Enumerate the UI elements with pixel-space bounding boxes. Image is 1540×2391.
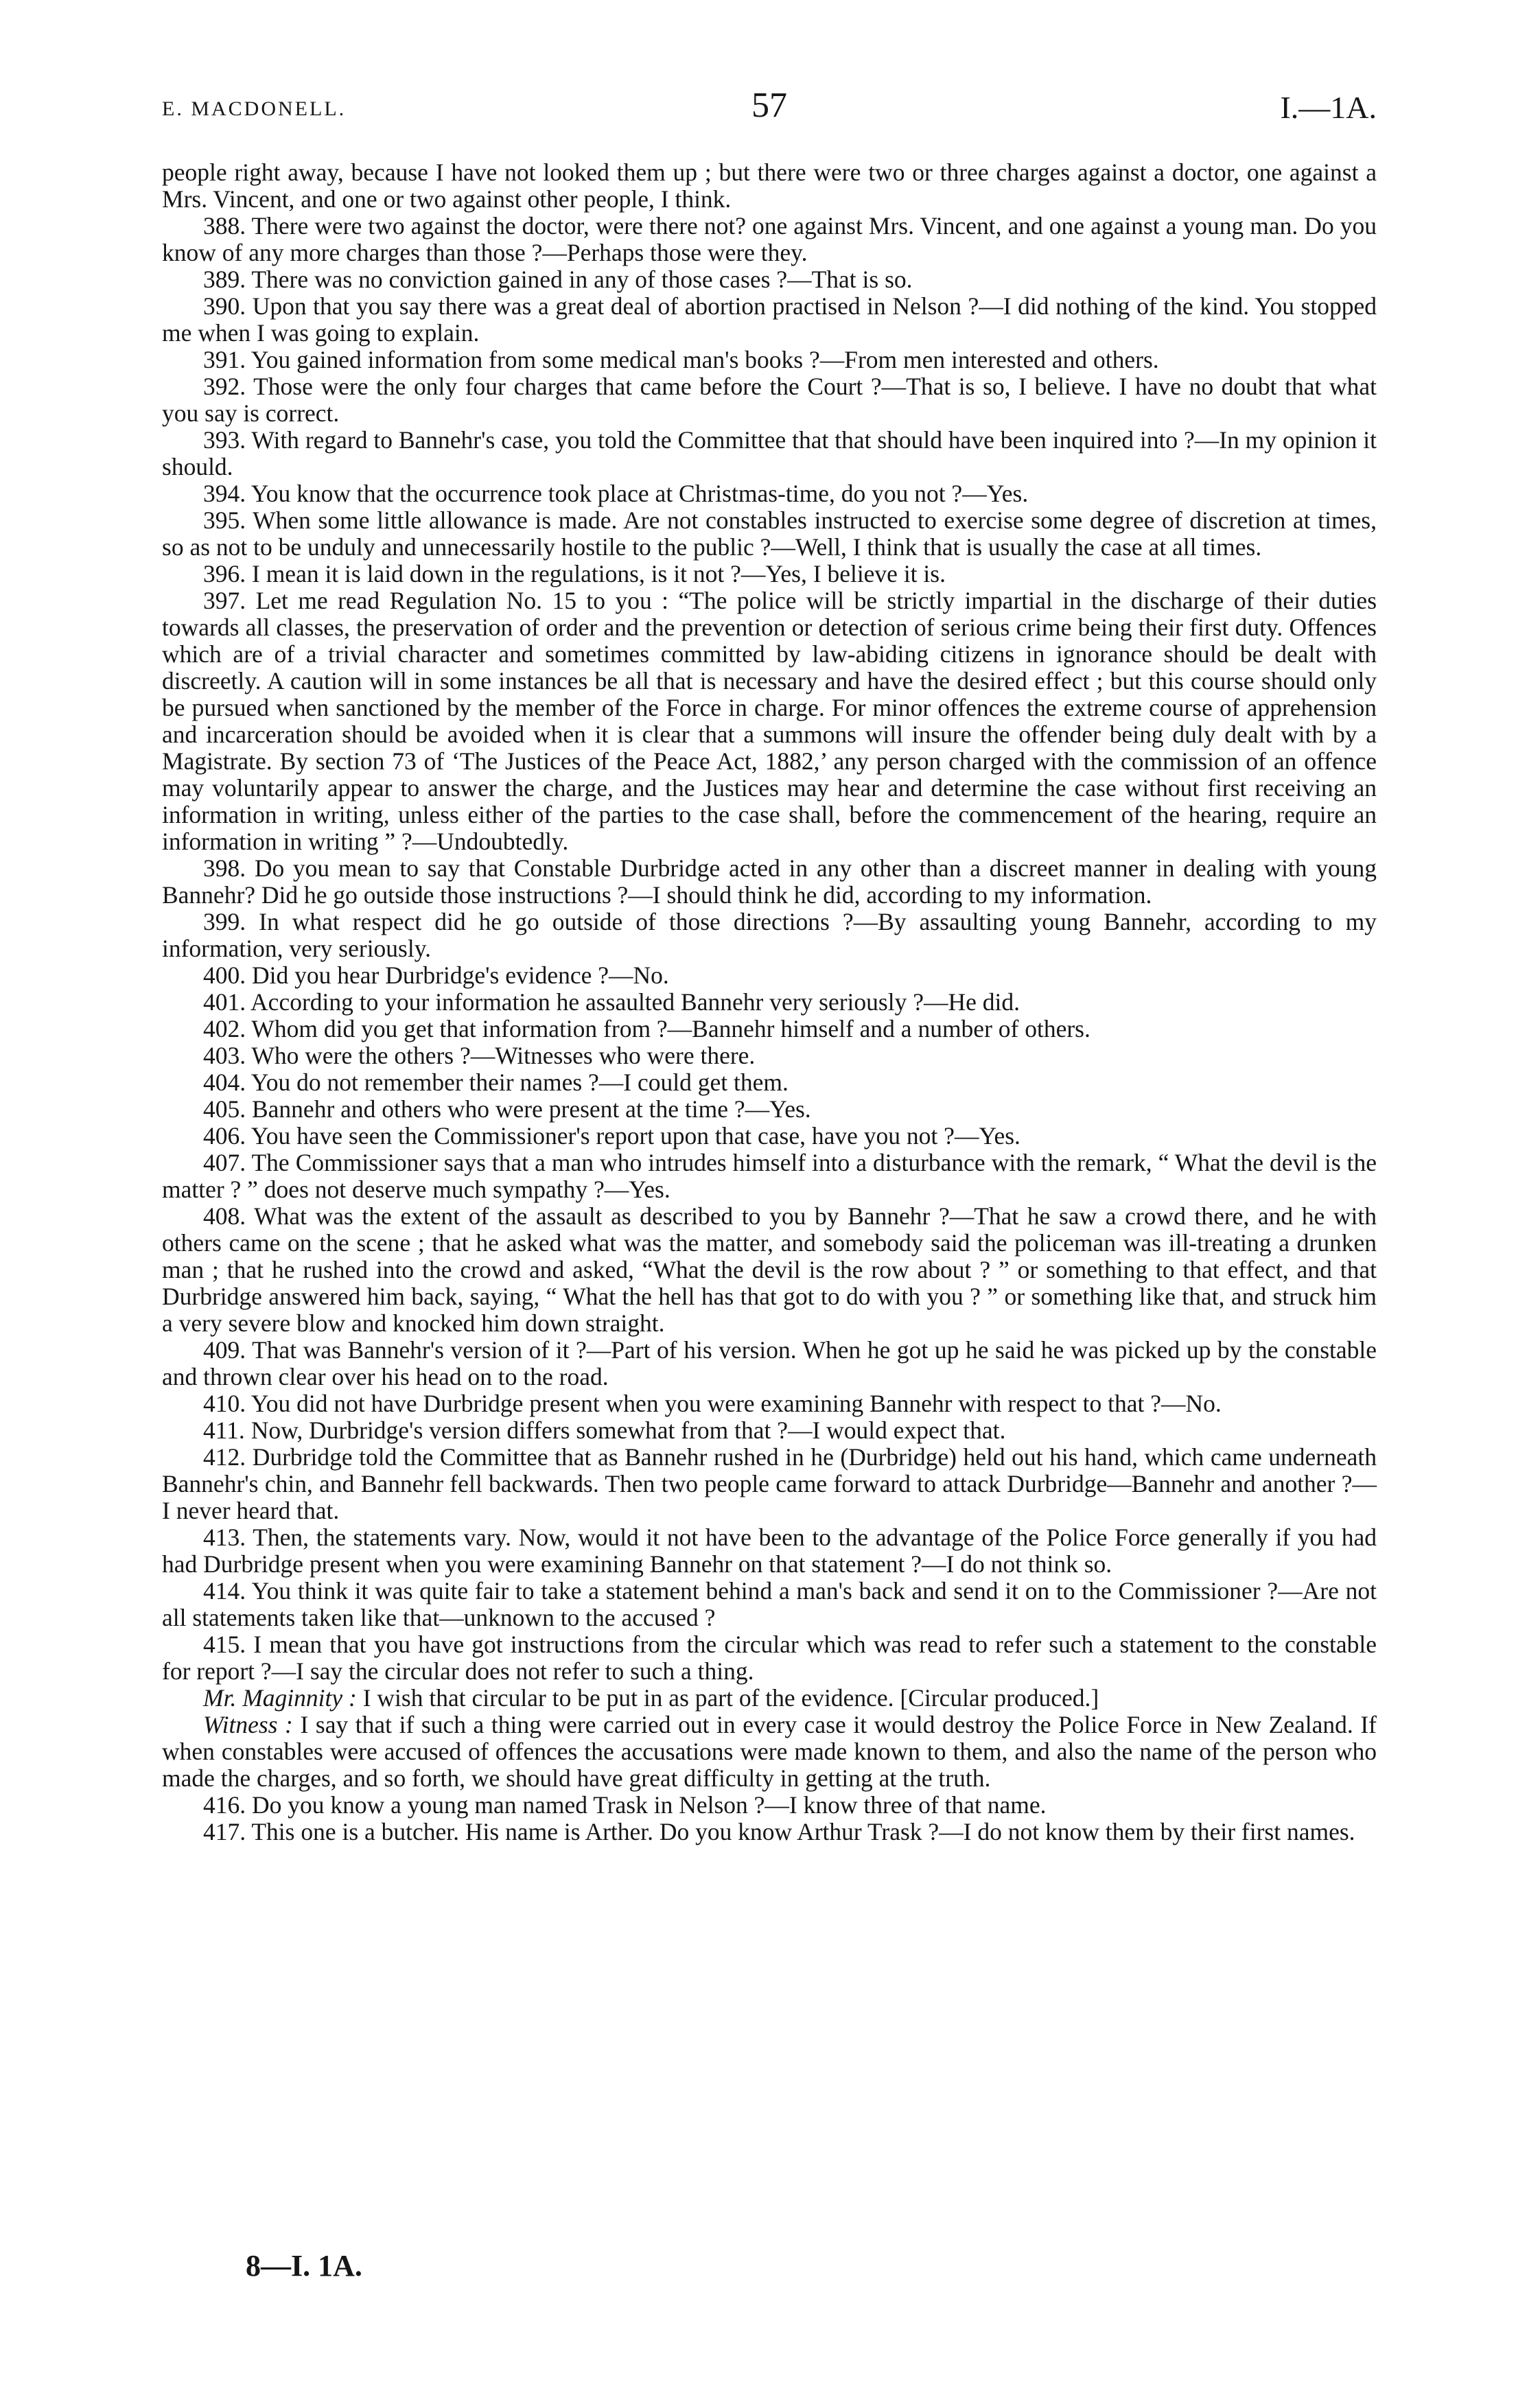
question-number: 390. <box>203 292 246 320</box>
header-reference: I.—1A. <box>1280 90 1377 125</box>
evidence-paragraph <box>162 1069 1377 1096</box>
evidence-paragraph <box>162 1578 1377 1631</box>
header-author: E. MACDONELL. <box>162 97 347 120</box>
evidence-paragraph <box>162 507 1377 561</box>
evidence-paragraph <box>162 1631 1377 1685</box>
question-number: 389. <box>203 266 246 293</box>
paragraph-text: In what respect did he go outside of those directions ?—By assaulting young Bannehr, according to my information, very seriously. <box>162 908 1377 962</box>
question-number: 395. <box>203 506 246 534</box>
question-number: 402. <box>203 1015 246 1042</box>
question-number: 405. <box>203 1095 246 1123</box>
evidence-paragraph <box>162 1712 1377 1792</box>
paragraph-text: Whom did you get that information from ?—Bannehr himself and a number of others. <box>251 1015 1090 1042</box>
evidence-paragraph <box>162 1792 1377 1819</box>
paragraph-text: I mean that you have got instructions from the circular which was read to refer such a statement to the constable for report ?—I say the circular does not refer to such a thing. <box>162 1631 1377 1685</box>
question-number: 404. <box>203 1069 246 1096</box>
evidence-paragraph <box>162 373 1377 427</box>
evidence-paragraph <box>162 480 1377 507</box>
question-number: 403. <box>203 1042 246 1069</box>
paragraph-text: You know that the occurrence took place at Christmas-time, do you not ?—Yes. <box>250 480 1029 507</box>
paragraph-text: Do you know a young man named Trask in Nelson ?—I know three of that name. <box>252 1791 1047 1819</box>
evidence-paragraph <box>162 989 1377 1016</box>
evidence-paragraph <box>162 587 1377 855</box>
paragraph-text: I mean it is laid down in the regulations, is it not ?—Yes, I believe it is. <box>252 560 946 587</box>
paragraph-text: What was the extent of the assault as described to you by Bannehr ?—That he saw a crowd there, and he with others came on the scene ; that he asked what was the matter, and somebody said the policeman was ill-treating a drunken man ; that he rushed into the crowd and asked, “What the devil is the row about ? ” or something to that effect, and that Durbridge answered him back, saying, “ What the hell has that got to do with you ? ” or something like that, and struck him a very severe blow and knocked him down straight. <box>162 1202 1377 1337</box>
question-number: 409. <box>203 1336 246 1364</box>
question-number: 414. <box>203 1577 246 1605</box>
question-number: 411. <box>203 1416 245 1444</box>
paragraph-text: Now, Durbridge's version differs somewhat from that ?—I would expect that. <box>250 1416 1006 1444</box>
speaker-label: Witness : <box>203 1711 293 1738</box>
evidence-paragraph <box>162 1685 1377 1712</box>
signature-mark: 8—I. 1A. <box>246 2249 362 2283</box>
question-number: 393. <box>203 426 246 454</box>
evidence-paragraph <box>162 1042 1377 1069</box>
paragraph-text: The Commissioner says that a man who intrudes himself into a disturbance with the remark, “ What the devil is the matter ? ” does not deserve much sympathy ?—Yes. <box>162 1149 1377 1203</box>
evidence-paragraph <box>162 1524 1377 1578</box>
paragraph-text: Then, the statements vary. Now, would it not have been to the advantage of the Police Force generally if you had had Durbridge present when you were examining Bannehr on that statement ?—I do not think so. <box>162 1524 1377 1578</box>
evidence-paragraph <box>162 427 1377 480</box>
question-number: 416. <box>203 1791 246 1819</box>
paragraph-text: There was no conviction gained in any of those cases ?—That is so. <box>251 266 913 293</box>
evidence-paragraph <box>162 347 1377 373</box>
question-number: 391. <box>203 346 246 373</box>
question-number: 397. <box>203 587 246 614</box>
paragraph-text: I say that if such a thing were carried out in every case it would destroy the Police Force in New Zealand. If when constables were accused of offences the accusations were made known to them, and also the name of the person who made the charges, and so forth, we should have great difficulty in getting at the truth. <box>162 1711 1377 1792</box>
evidence-paragraph <box>162 962 1377 989</box>
paragraph-text: Durbridge told the Committee that as Bannehr rushed in he (Durbridge) held out his hand, which came underneath Bannehr's chin, and Bannehr fell backwards. Then two people came forward to attack Durbridge—Bannehr and another ?—I never heard that. <box>162 1443 1377 1524</box>
paragraph-text: people right away, because I have not looked them up ; but there were two or three charges against a doctor, one against a Mrs. Vincent, and one or two against other people, I think. <box>162 159 1377 213</box>
paragraph-text: Bannehr and others who were present at the time ?—Yes. <box>252 1095 811 1123</box>
question-number: 388. <box>203 212 246 240</box>
paragraph-text: You do not remember their names ?—I could get them. <box>250 1069 789 1096</box>
paragraph-text: Did you hear Durbridge's evidence ?—No. <box>252 961 669 989</box>
evidence-text <box>162 159 1377 1845</box>
paragraph-text: You gained information from some medical man's books ?—From men interested and others. <box>250 346 1159 373</box>
question-number: 400. <box>203 961 246 989</box>
question-number: 413. <box>203 1524 246 1551</box>
question-number: 406. <box>203 1122 246 1150</box>
paragraph-text: I wish that circular to be put in as part of the evidence. [Circular produced.] <box>362 1684 1099 1712</box>
evidence-paragraph <box>162 855 1377 909</box>
question-number: 415. <box>203 1631 246 1658</box>
evidence-paragraph <box>162 293 1377 347</box>
paragraph-text: You have seen the Commissioner's report upon that case, have you not ?—Yes. <box>250 1122 1020 1150</box>
evidence-paragraph <box>162 1417 1377 1444</box>
evidence-paragraph <box>162 1819 1377 1845</box>
question-number: 408. <box>203 1202 246 1230</box>
paragraph-text: When some little allowance is made. Are not constables instructed to exercise some degree of discretion at times, so as not to be unduly and unnecessarily hostile to the public ?—Well, I think that is usually the case at all times. <box>162 506 1377 561</box>
evidence-paragraph <box>162 1096 1377 1123</box>
evidence-paragraph <box>162 1390 1377 1417</box>
question-number: 417. <box>203 1818 246 1845</box>
evidence-paragraph <box>162 1123 1377 1150</box>
question-number: 410. <box>203 1390 246 1417</box>
question-number: 407. <box>203 1149 246 1176</box>
evidence-paragraph <box>162 159 1377 213</box>
question-number: 392. <box>203 373 246 400</box>
paragraph-text: According to your information he assaulted Bannehr very seriously ?—He did. <box>250 988 1020 1016</box>
page-header <box>162 81 1377 136</box>
question-number: 398. <box>203 854 246 882</box>
paragraph-text: That was Bannehr's version of it ?—Part of his version. When he got up he said he was picked up by the constable and thrown clear over his head on to the road. <box>162 1336 1377 1390</box>
paragraph-text: Those were the only four charges that came before the Court ?—That is so, I believe. I have no doubt that what you say is correct. <box>162 373 1377 427</box>
evidence-paragraph <box>162 909 1377 962</box>
paragraph-text: This one is a butcher. His name is Arther. Do you know Arthur Trask ?—I do not know them by their first names. <box>251 1818 1355 1845</box>
evidence-paragraph <box>162 1016 1377 1042</box>
evidence-paragraph <box>162 1203 1377 1337</box>
evidence-paragraph <box>162 1444 1377 1524</box>
question-number: 399. <box>203 908 246 935</box>
paragraph-text: With regard to Bannehr's case, you told the Committee that that should have been inquired into ?—In my opinion it should. <box>162 426 1377 480</box>
speaker-label: Mr. Maginnity : <box>203 1684 357 1712</box>
question-number: 401. <box>203 988 246 1016</box>
paragraph-text: You did not have Durbridge present when you were examining Bannehr with respect to that ?—No. <box>250 1390 1222 1417</box>
paragraph-text: There were two against the doctor, were there not? one against Mrs. Vincent, and one against a young man. Do you know of any more charges than those ?—Perhaps those were they. <box>162 212 1377 266</box>
paragraph-text: Let me read Regulation No. 15 to you : “The police will be strictly impartial in the discharge of their duties towards all classes, the preservation of order and the prevention or detection of serious crime being their first duty. Offences which are of a trivial character and sometimes committed by law-abiding citizens in ignorance should be dealt with discreetly. A caution will in some instances be all that is necessary and have the desired effect ; but this course should only be pursued when sanctioned by the member of the Force in charge. For minor offences the extreme course of apprehension and incarceration should be avoided when it is clear that a summons will insure the offender being duly dealt with by a Magistrate. By section 73 of ‘The Justices of the Peace Act, 1882,’ any person charged with the commission of an offence may voluntarily appear to answer the charge, and the Justices may hear and determine the case without first receiving an information in writing, unless either of the parties to the case shall, before the commencement of the hearing, require an information in writing ” ?—Undoubtedly. <box>162 587 1377 855</box>
evidence-paragraph <box>162 213 1377 266</box>
paragraph-text: Do you mean to say that Constable Durbridge acted in any other than a discreet manner in dealing with young Bannehr? Did he go outside those instructions ?—I should think he did, according to my information. <box>162 854 1377 909</box>
question-number: 394. <box>203 480 246 507</box>
question-number: 396. <box>203 560 246 587</box>
page-number: 57 <box>751 86 787 125</box>
evidence-paragraph <box>162 266 1377 293</box>
evidence-paragraph <box>162 1150 1377 1203</box>
paragraph-text: Upon that you say there was a great deal of abortion practised in Nelson ?—I did nothing of the kind. You stopped me when I was going to explain. <box>162 292 1377 347</box>
question-number: 412. <box>203 1443 246 1471</box>
evidence-paragraph <box>162 561 1377 587</box>
paragraph-text: Who were the others ?—Witnesses who were there. <box>251 1042 756 1069</box>
evidence-paragraph <box>162 1337 1377 1390</box>
paragraph-text: You think it was quite fair to take a statement behind a man's back and send it on to the Commissioner ?—Are not all statements taken like that—unknown to the accused ? <box>162 1577 1377 1631</box>
